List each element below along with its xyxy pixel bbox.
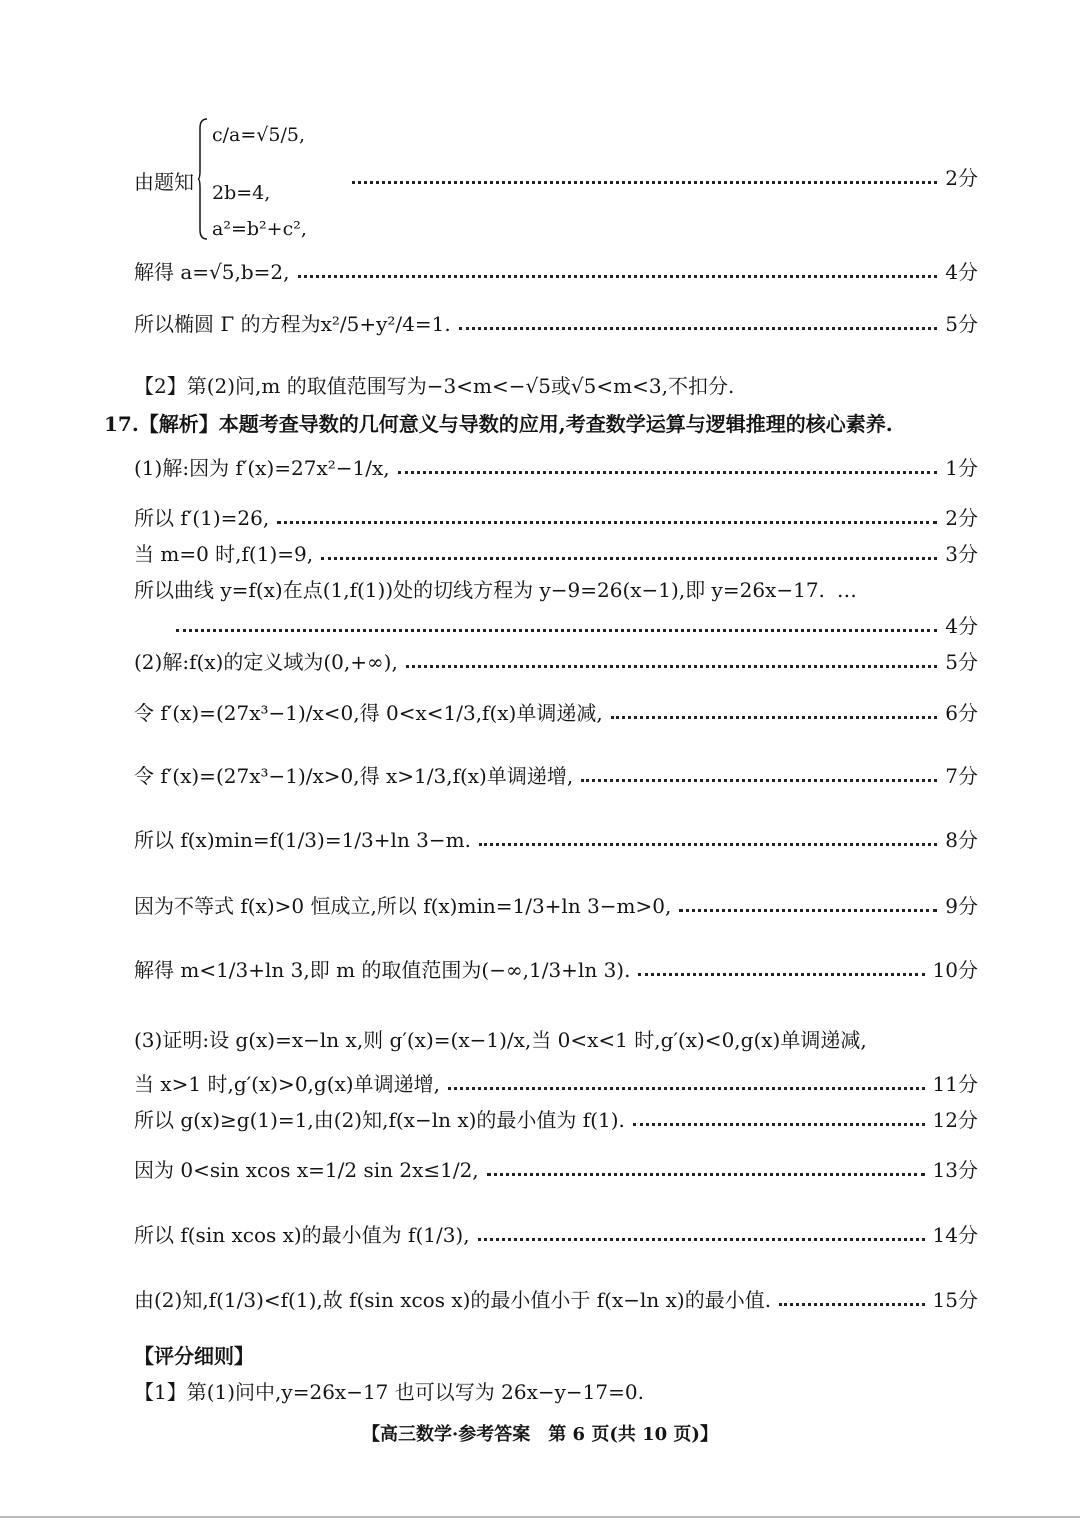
score: 2分 (945, 166, 978, 190)
score: 7分 (945, 764, 978, 788)
answer-line (176, 616, 978, 636)
score: 13分 (932, 1158, 978, 1182)
rubric-note-2: 【2】第(2)问,m 的取值范围写为−3<m<−√5或√5<m<3,不扣分. (134, 374, 735, 398)
score: 9分 (945, 894, 978, 918)
answer-line (134, 830, 978, 850)
dot-leader (478, 1238, 925, 1241)
q17-header: 17.【解析】本题考查导数的几何意义与导数的应用,考查数学运算与逻辑推理的核心素养. (104, 412, 893, 436)
score: 1分 (945, 456, 978, 480)
answer-line (134, 652, 978, 672)
line-text: (2)解:f(x)的定义域为(0,+∞), (134, 650, 398, 674)
score: 6分 (945, 701, 978, 725)
rubric-title: 【评分细则】 (134, 1344, 254, 1368)
answer-line (134, 1290, 978, 1310)
score: 14分 (932, 1223, 978, 1247)
line-text: 令 f′(x)=(27x³−1)/x>0,得 x>1/3,f(x)单调递增, (134, 764, 574, 788)
dot-leader (277, 521, 937, 524)
answer-line (134, 960, 978, 980)
line-text: 所以椭圆 Γ 的方程为x²/5+y²/4=1. (134, 312, 451, 336)
line-text: 所以 f′(1)=26, (134, 506, 270, 530)
answer-line (134, 766, 978, 786)
system-score-line (344, 168, 978, 188)
score: 10分 (932, 958, 978, 982)
system-intro: 由题知 (134, 170, 194, 194)
answer-line (134, 1225, 978, 1245)
score: 15分 (932, 1288, 978, 1312)
line-text: 因为 0<sin xcos x=1/2 sin 2x≤1/2, (134, 1158, 479, 1182)
dot-leader (779, 1303, 924, 1306)
answer-line (134, 262, 978, 282)
rubric-note-1: 【1】第(1)问中,y=26x−17 也可以写为 26x−y−17=0. (134, 1380, 644, 1404)
answer-line (134, 314, 978, 334)
line-text: 令 f′(x)=(27x³−1)/x<0,得 0<x<1/3,f(x)单调递减, (134, 701, 603, 725)
score: 2分 (945, 506, 978, 530)
line-text: (1)解:因为 f′(x)=27x²−1/x, (134, 456, 390, 480)
line-text: 因为不等式 f(x)>0 恒成立,所以 f(x)min=1/3+ln 3−m>0, (134, 894, 672, 918)
dot-leader (406, 665, 937, 668)
left-brace (198, 118, 208, 240)
score: 12分 (932, 1108, 978, 1132)
page-footer: 【高三数学·参考答案 第 6 页(共 10 页)】 (362, 1424, 718, 1445)
system-eq-1: c/a=√5/5, (212, 124, 306, 146)
line-text: 当 m=0 时,f(1)=9, (134, 542, 314, 566)
dot-leader (321, 557, 937, 560)
q17-part3-intro: (3)证明:设 g(x)=x−ln x,则 g′(x)=(x−1)/x,当 0<x<1 时,g′(x)<0,g(x)单调递减, (134, 1028, 867, 1052)
dot-leader (459, 327, 938, 330)
score: 4分 (945, 614, 978, 638)
answer-line (134, 458, 978, 478)
answer-line (134, 1110, 978, 1130)
answer-line (134, 508, 978, 528)
answer-line (134, 896, 978, 916)
line-text: 所以 g(x)≥g(1)=1,由(2)知,f(x−ln x)的最小值为 f(1). (134, 1108, 625, 1132)
dot-leader (448, 1087, 925, 1090)
line-text: 所以 f(sin xcos x)的最小值为 f(1/3), (134, 1223, 470, 1247)
dot-leader (611, 716, 938, 719)
line-text: 由(2)知,f(1/3)<f(1),故 f(sin xcos x)的最小值小于 f(x−ln x)的最小值. (134, 1288, 772, 1312)
score: 3分 (945, 542, 978, 566)
system-eq-2: 2b=4, (212, 182, 271, 204)
dot-leader (633, 1123, 925, 1126)
dot-leader (638, 973, 924, 976)
dot-leader (581, 779, 937, 782)
line-text: 所以曲线 y=f(x)在点(1,f(1))处的切线方程为 y−9=26(x−1),即 y=26x−17. (134, 578, 825, 602)
dot-leader (487, 1173, 925, 1176)
score: 4分 (945, 260, 978, 284)
dot-leader (352, 181, 937, 184)
line-text: 当 x>1 时,g′(x)>0,g(x)单调递增, (134, 1072, 440, 1096)
answer-line (134, 1160, 978, 1180)
score: 5分 (945, 312, 978, 336)
score: 8分 (945, 828, 978, 852)
score: 5分 (945, 650, 978, 674)
answer-line (134, 580, 978, 600)
line-text: 解得 a=√5,b=2, (134, 260, 290, 284)
dot-leader (176, 629, 937, 632)
score: … (836, 578, 857, 602)
line-text: 解得 m<1/3+ln 3,即 m 的取值范围为(−∞,1/3+ln 3). (134, 958, 631, 982)
answer-line (134, 1074, 978, 1094)
system-eq-3: a²=b²+c², (212, 218, 307, 240)
score: 11分 (932, 1072, 978, 1096)
dot-leader (398, 471, 938, 474)
dot-leader (479, 843, 937, 846)
page-bottom-divider (0, 1516, 1080, 1518)
dot-leader (298, 275, 938, 278)
answer-line (134, 703, 978, 723)
answer-line (134, 544, 978, 564)
line-text: 所以 f(x)min=f(1/3)=1/3+ln 3−m. (134, 828, 471, 852)
dot-leader (679, 909, 937, 912)
